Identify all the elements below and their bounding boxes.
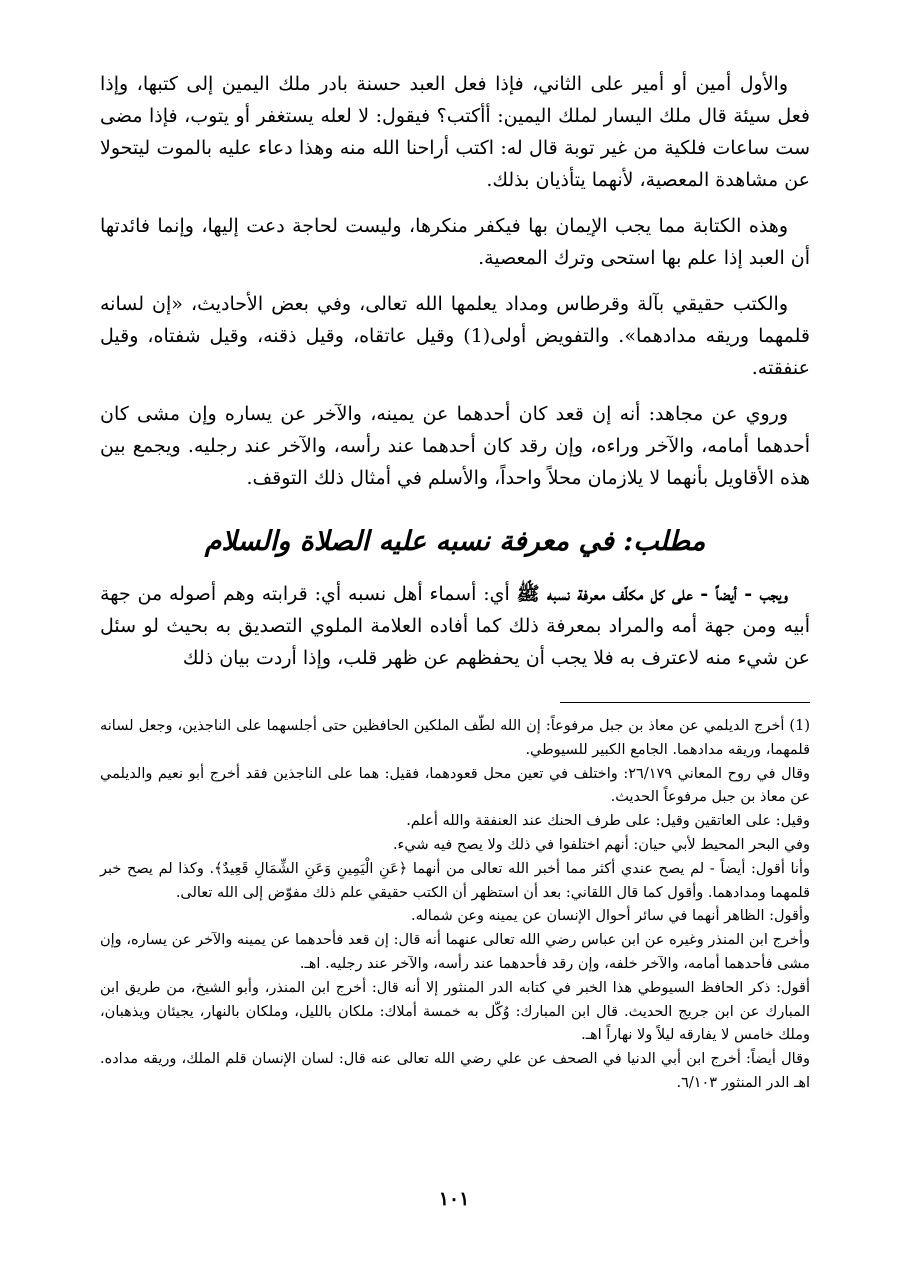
section-heading: مطلب: في معرفة نسبه عليه الصلاة والسلام [204, 526, 706, 557]
section-paragraph-text: أي: أسماء أهل نسبه أي: قرابته وهم أصوله من جهة أبيه ومن جهة أمه والمراد بمعرفة ذلك كما أفاده العلامة الملوي التصديق به بحيث لو سئل عن شيء منه لاعترف به فلا يجب أن يحفظهم عن ظهر قلب، وإذا أردت بيان ذلك [100, 583, 810, 669]
paragraph-4: وروي عن مجاهد: أنه إن قعد كان أحدهما عن يمينه، والآخر عن يساره وإن مشى كان أحدهما أمامه، والآخر وراءه، وإن رقد كان أحدهما عند رأسه، والآخر عند رجليه. ويجمع بين هذه الأقاويل بأنهما لا يلازمان محلاً واحداً، والأسلم في أمثال ذلك التوقف. [100, 403, 810, 489]
footnote-separator [560, 702, 810, 703]
footnote-6: وأقول: الظاهر أنهما في سائر أحوال الإنسان عن يمينه وعن شماله. [411, 908, 810, 925]
paragraph-3: والكتب حقيقي بآلة وقرطاس ومداد يعلمها الله تعالى، وفي بعض الأحاديث، «إن لسانه قلمهما وريقه مدادهما». والتفويض أولى(1) وقيل عاتقاه، وقيل ذقنه، وقيل شفتاه، وقيل عنفقته. [100, 293, 810, 379]
footnote-9: وقال أيضاً: أخرج ابن أبي الدنيا في الصحف عن علي رضي الله تعالى عنه قال: لسان الإنسان قلم الملك، وريقه مداده. اهـ الدر المنثور ٦/١٠٣. [100, 1051, 810, 1091]
footnote-1: (1) أخرج الديلمي عن معاذ بن جبل مرفوعاً: إن الله لطّف الملكين الحافظين حتى أجلسهما على الناجذين، وجعل لسانه قلمهما، وريقه مدادهما. الجامع الكبير للسيوطي. [100, 718, 810, 758]
footnotes [100, 715, 810, 1096]
section-paragraph [100, 578, 810, 674]
page-number: ١٠١ [438, 1188, 470, 1210]
paragraph-2: وهذه الكتابة مما يجب الإيمان بها فيكفر منكرها، وليست لحاجة دعت إليها، وإنما فائدتها أن العبد إذا علم بها استحى وترك المعصية. [100, 215, 810, 269]
footnote-2: وقال في روح المعاني ٢٦/١٧٩: واختلف في تعين محل قعودهما، فقيل: هما على الناجذين فقد أخرج أبو نعيم والديلمي عن معاذ بن جبل مرفوعاً الحديث. [100, 765, 811, 806]
footnote-3: وقيل: على العاتقين وقيل: على طرف الحنك عند العنفقة والله أعلم. [406, 813, 810, 830]
footnote-5: وأنا أقول: أيضاً - لم يصح عندي أكثر مما أخبر الله تعالى من أنهما ﴿عَنِ الْيَمِينِ وَعَنِ الشِّمَالِ قَعِيدٌ﴾. وكذا لم يصح خبر قلمهما ومدادهما. وأقول كما قال اللقاني: بعد أن استظهر أن الكتب حقيقي علم ذلك مفوّض إلى الله تعالى. [100, 860, 810, 901]
paragraph-1: والأول أمين أو أمير على الثاني، فإذا فعل العبد حسنة بادر ملك اليمين إلى كتبها، وإذا فعل سيئة قال ملك اليسار لملك اليمين: أأكتب؟ فيقول: لا لعله يستغفر أو يتوب، فإذا مضى ست ساعات فلكية من غير توبة قال له: اكتب أراحنا الله منه وهذا دعاء عليه بالموت ليتحولا عن مشاهدة المعصية، لأنهما يتأذيان بذلك. [100, 73, 810, 191]
section-text [100, 578, 810, 688]
footnote-8: أقول: ذكر الحافظ السيوطي هذا الخبر في كتابه الدر المنثور إلا أنه قال: أخرج ابن المنذر، وأبو الشيخ، من طريق ابن المبارك عن ابن جريج الحديث. قال ابن المبارك: وُكّل به خمسة أملاك: ملكان بالليل، وملكان بالنهار، يجيئان ويذهبان، وملك خامس لا يفارقه ليلاً ولا نهاراً اهـ. [100, 979, 810, 1044]
footnote-7: وأخرج ابن المنذر وغيره عن ابن عباس رضي الله تعالى عنهما أنه قال: إن قعد فأحدهما عن يمينه والآخر عن يساره، وإن مشى فأحدهما أمامه، والآخر خلفه، وإن رقد فأحدهما عند رأسه، والآخر عند رجليه. اهـ. [100, 932, 810, 972]
section-paragraph-lead: ويجب - أيضاً - على كل مكلّف معرفة نسبه ﷺ [516, 583, 788, 605]
footnote-4: وفي البحر المحيط لأبي حيان: أنهم اختلفوا في ذلك ولا يصح فيه شيء. [392, 836, 810, 853]
main-text [100, 68, 810, 508]
